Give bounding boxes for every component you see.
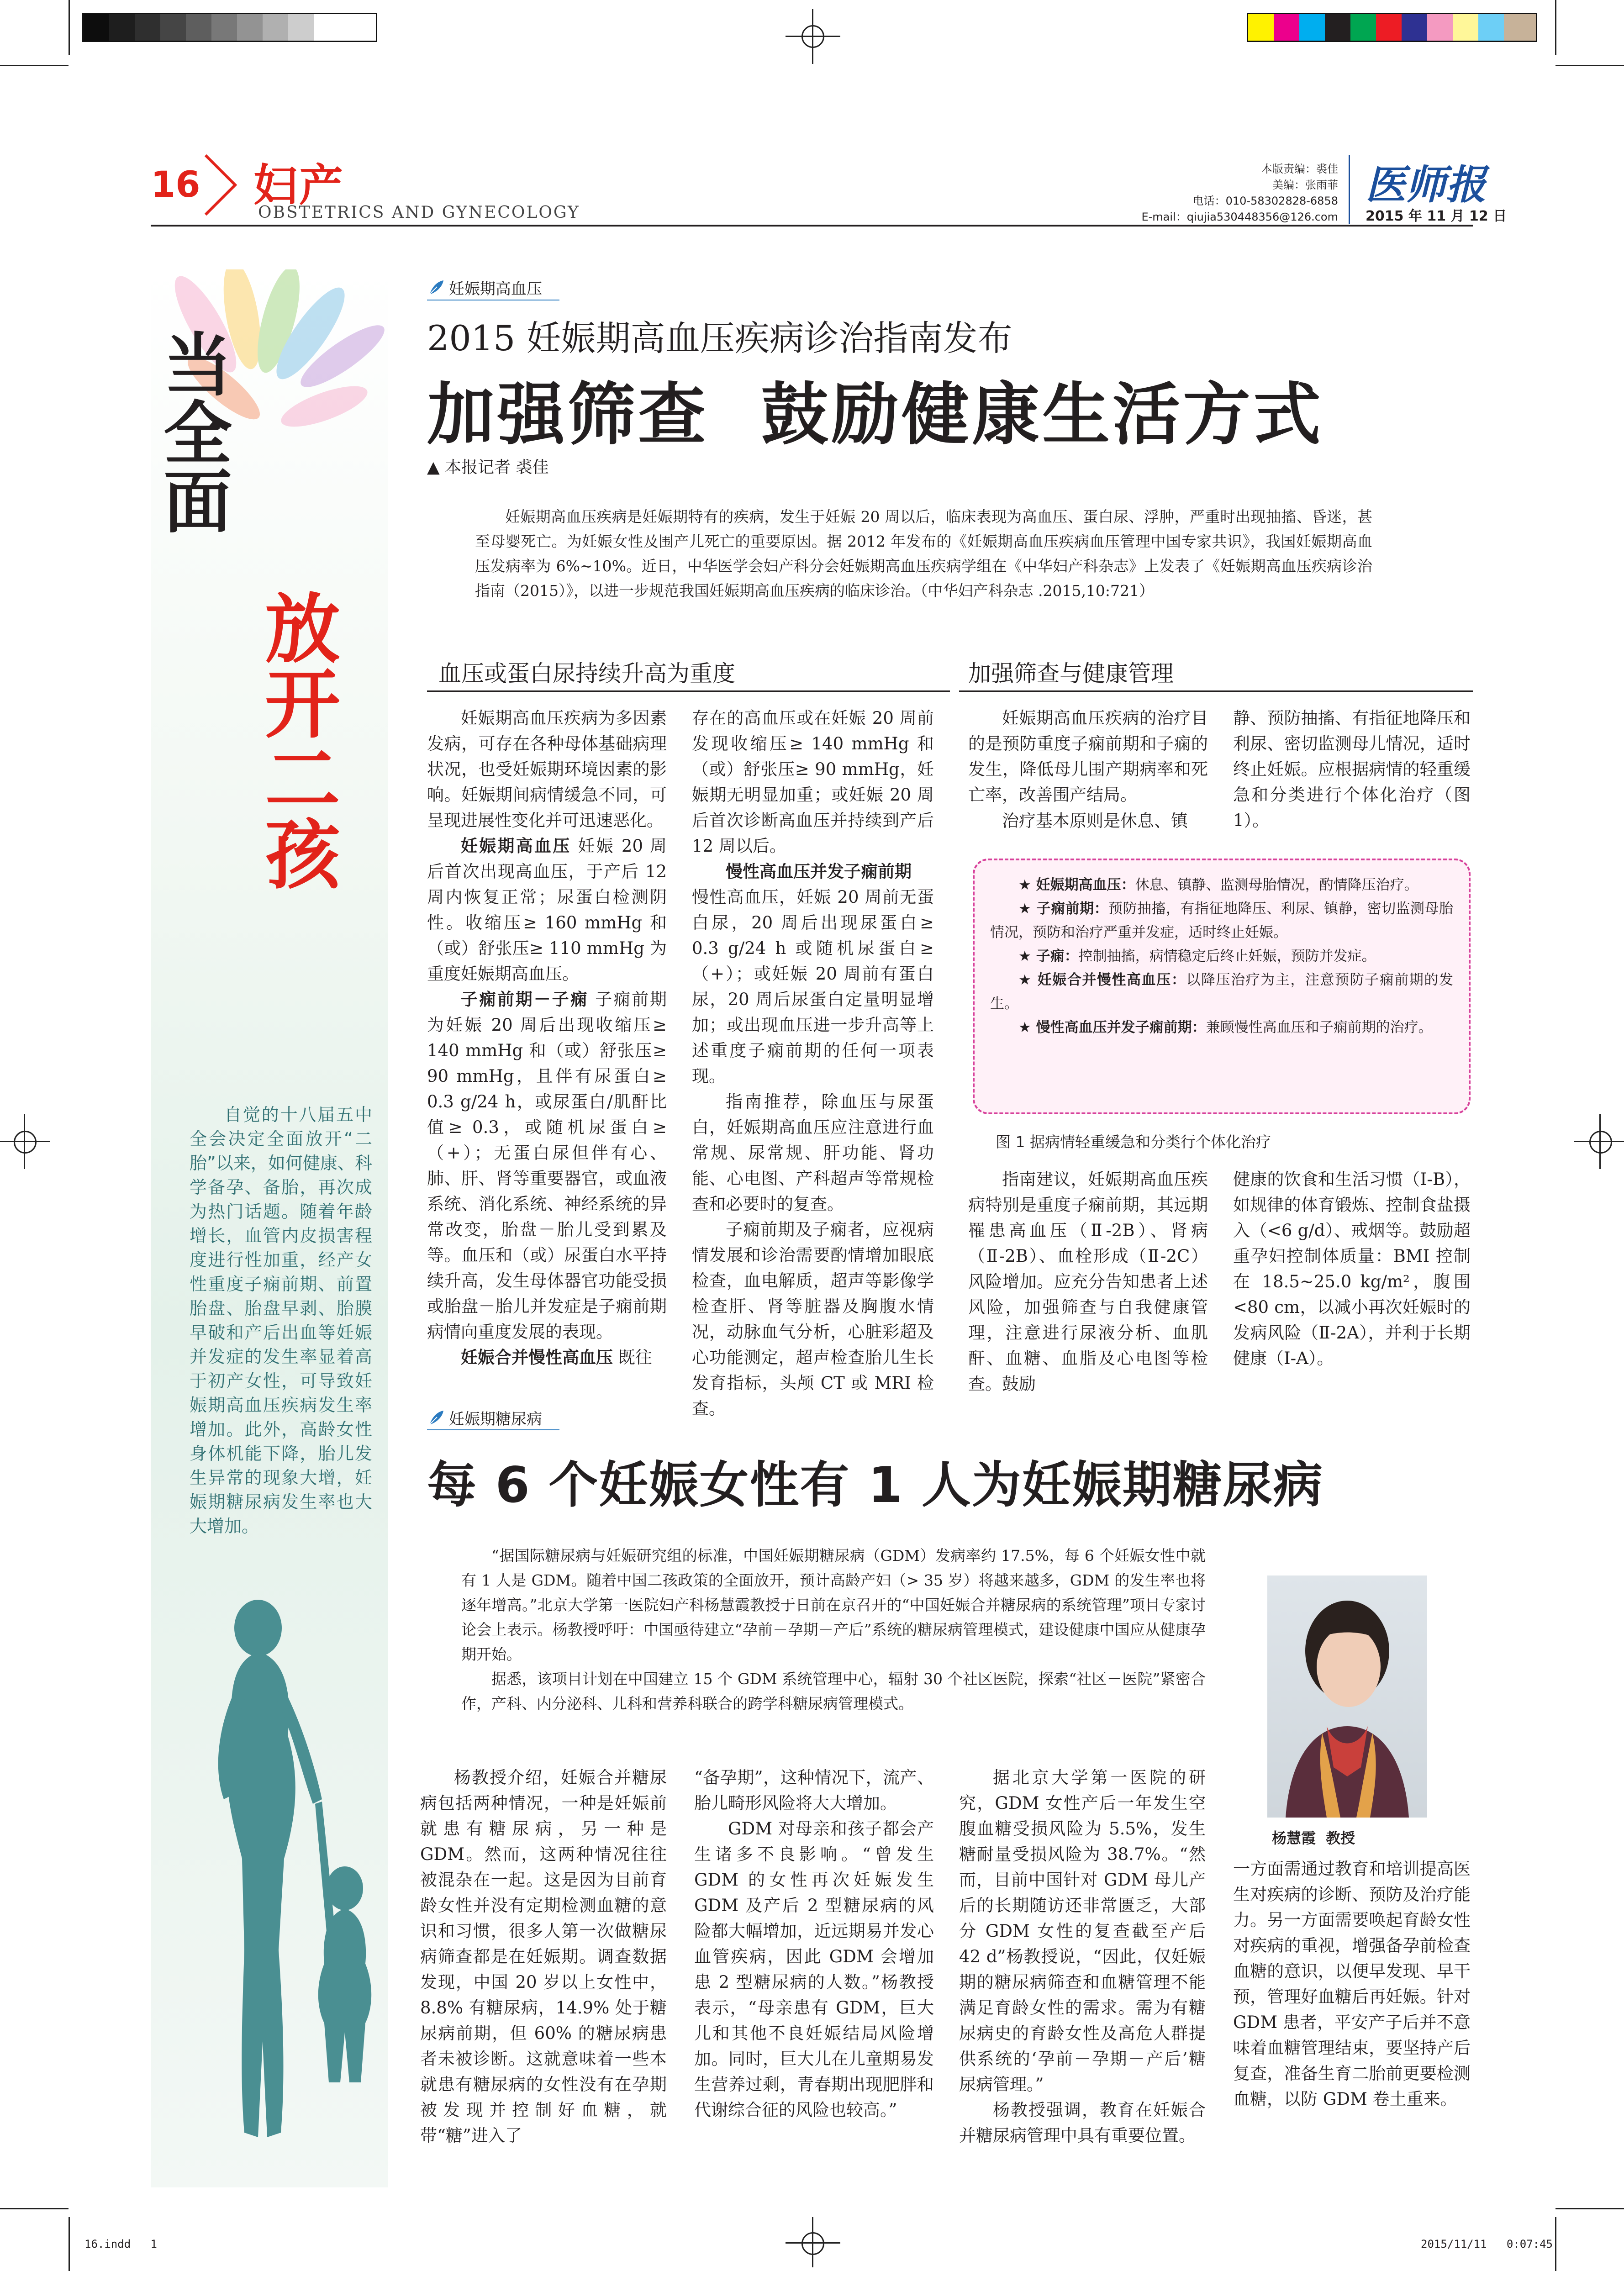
- article2-tag: [427, 1407, 542, 1429]
- mother-child-silhouette: [164, 1585, 393, 2192]
- crop-line: [1555, 2217, 1556, 2271]
- masthead-logo: 医师报: [1366, 161, 1487, 208]
- chevron-right-icon: [201, 153, 242, 217]
- treatment-item: [990, 968, 1453, 1016]
- treatment-item-text: 以降压治疗为主，注意预防子痫前期的发生。: [990, 972, 1453, 1012]
- paragraph: GDM 对母亲和孩子都会产生诸多不良影响。“曾发生 GDM 的女性再次妊娠发生 GDM 及产后 2 型糖尿病的风险都大幅增加，近远期易并发心血管疾病，因此 GDM 会增加患 2 型糖尿病的人数。”杨教授表示，“母亲患有 GDM，巨大儿和其他不良妊娠结局风险增加。同时，巨大儿在儿童期易发生营养过剩，青春期出现肥胖和代谢综合征的风险也较高。”: [694, 1819, 934, 2120]
- subheading: 妊娠期高血压: [461, 836, 571, 856]
- crop-line: [1555, 0, 1556, 55]
- article2-headline: 每 6 个妊娠女性有 1 人为妊娠期糖尿病: [427, 1457, 1323, 1514]
- article2-intro: “据国际糖尿病与妊娠研究组的标准，中国妊娠期糖尿病（GDM）发病率约 17.5%，每 6 个妊娠女性中就有 1 人是 GDM。随着中国二孩政策的全面放开，预计高龄产妇（> 35 岁）将越来越多，GDM 的发生率也将逐年增高。”北京大学第一医院妇产科杨慧霞教授于日前在京召开的“中国妊娠合并糖尿病的系统管理”项目专家讨论会上表示。杨教授呼吁：中国亟待建立“孕前－孕期－产后”系统的糖尿病管理模式，建设健康中国应从健康孕期开始。: [461, 1547, 1206, 1663]
- feather-icon: [427, 279, 445, 297]
- color-bar: [1247, 13, 1537, 42]
- paragraph: 健康的饮食和生活习惯（Ⅰ-B），如规律的体育锻炼、控制食盐摄入（<6 g/d）、戒烟等。鼓励超重孕妇控制体质量：BMI 控制在 18.5~25.0 kg/m²，腹围 <80 cm，以减小再次妊娠时的发病风险（Ⅱ-2A），并利于长期健康（Ⅰ-A）。: [1233, 1170, 1471, 1368]
- paragraph: 一方面需通过教育和培训提高医生对疾病的诊断、预防及治疗能力。另一方面需要唤起育龄女性对疾病的重视，增强备孕前检查血糖的意识，以便早发现、早干预，管理好血糖后再妊娠。针对 GDM 患者，平安产子后并不意味着血糖管理结束，要坚持产后复查，准备生育二胎前更要检测血糖，以防 GDM 卷土重来。: [1233, 1859, 1471, 2109]
- paragraph: 子痫前期－子痫 子痫前期为妊娠 20 周后出现收缩压≥ 140 mmHg 和（或）舒张压≥ 90 mmHg，且伴有尿蛋白≥ 0.3 g/24 h，或尿蛋白/肌酐比值≥ 0.3，或随机尿蛋白≥（+）；无蛋白尿但伴有心、肺、肝、肾等重要器官，或血液系统、消化系统、神经系统的异常改变，胎盘－胎儿受到累及等。血压和（或）尿蛋白水平持续升高，发生母体器官功能受损或胎盘－胎儿并发症是子痫前期病情向重度发展的表现。: [427, 990, 667, 1342]
- footer-file: 16.indd 1: [84, 2238, 157, 2250]
- phone-number: 电话：010-58302828-6858: [1192, 195, 1338, 207]
- paragraph: 妊娠期高血压疾病的治疗目的是预防重度子痫前期和子痫的发生，降低母儿围产期病率和死亡率，改善围产结局。: [968, 708, 1208, 805]
- registration-mark: [1574, 1114, 1624, 1169]
- subheading: 慢性高血压并发子痫前期: [726, 862, 912, 881]
- section-title: 妇产: [253, 160, 345, 211]
- crop-line: [0, 65, 69, 66]
- paragraph: 妊娠合并慢性高血压 既往: [461, 1348, 652, 1367]
- designer-credit: 美编：张雨菲: [1272, 179, 1338, 191]
- treatment-item-text: 控制抽搐，病情稳定后终止妊娠，预防并发症。: [1078, 948, 1376, 964]
- paragraph: 妊娠期高血压 妊娠 20 周后首次出现高血压，于产后 12 周内恢复正常；尿蛋白检测阴性。收缩压≥ 160 mmHg 和（或）舒张压≥ 110 mmHg 为重度妊娠期高血压。: [427, 836, 667, 984]
- article2-column2: [694, 1765, 934, 2123]
- crop-line: [0, 2208, 69, 2209]
- article1-section1-title: 血压或蛋白尿持续升高为重度: [438, 660, 735, 687]
- sidebar-paragraph: 自觉的十八届五中全会决定全面放开“二胎”以来，如何健康、科学备孕、备胎，再次成为热门话题。随着年龄增长，血管内皮损害程度进行性加重，经产女性重度子痫前期、前置胎盘、胎盘早剥、胎膜早破和产后出血等妊娠并发症的发生率显着高于初产女性，可导致妊娠期高血压疾病发生率增加。此外，高龄女性身体机能下降，胎儿发生异常的现象大增，妊娠期糖尿病发生率也大大增加。: [190, 1105, 372, 1536]
- treatment-list: [990, 873, 1453, 1039]
- paragraph: 妊娠期高血压疾病为多因素发病，可存在各种母体基础病理状况，也受妊娠期环境因素的影响。妊娠期间病情缓急不同，可呈现进展性变化并可迅速恶化。: [427, 708, 667, 830]
- paragraph: [692, 859, 934, 885]
- treatment-item-label: ★ 妊娠期高血压：: [1018, 877, 1135, 893]
- grayscale-bar: [82, 13, 377, 42]
- treatment-item: [990, 1016, 1453, 1039]
- article1-byline: ▲ 本报记者 裘佳: [427, 458, 549, 477]
- article1-column2: [692, 706, 934, 1422]
- sidebar-slogan-line2: 放开二孩: [253, 589, 341, 890]
- treatment-box: [973, 859, 1471, 1114]
- treatment-item-text: 预防抽搐，有指征地降压、利尿、镇静，密切监测母胎情况，预防和治疗严重并发症，适时终止妊娠。: [990, 901, 1453, 941]
- treatment-item-text: 兼顾慢性高血压和子痫前期的治疗。: [1206, 1019, 1433, 1036]
- crop-line: [69, 0, 70, 55]
- paragraph: 指南建议，妊娠期高血压疾病特别是重度子痫前期，其远期罹患高血压（Ⅱ-2B）、肾病（Ⅱ-2B）、血栓形成（Ⅱ-2C）风险增加。应充分告知患者上述风险，加强筛查与自我健康管理，注意进行尿液分析、血肌酐、血糖、血脂及心电图等检查。鼓励: [968, 1170, 1208, 1394]
- section-subtitle: OBSTETRICS AND GYNECOLOGY: [258, 203, 580, 222]
- issue-date: 2015 年 11 月 12 日: [1366, 208, 1507, 224]
- header-rule: [151, 225, 1473, 227]
- page-number: 16: [151, 164, 200, 205]
- article2-intro: 据悉，该项目计划在中国建立 15 个 GDM 系统管理中心，辐射 30 个社区医院，探索“社区－医院”紧密合作，产科、内分泌科、儿科和营养科联合的跨学科糖尿病管理模式。: [461, 1670, 1206, 1712]
- subheading: 妊娠合并慢性高血压: [461, 1348, 613, 1367]
- treatment-item-label: ★ 子痫：: [1018, 948, 1079, 964]
- figure-caption: 图 1 据病情轻重缓急和分类行个体化治疗: [996, 1133, 1271, 1151]
- paragraph: 静、预防抽搐、有指征地降压和利尿、密切监测母儿情况，适时终止妊娠。应根据病情的轻重缓急和分类进行个体化治疗（图 1）。: [1233, 708, 1471, 830]
- article2-tag-label: 妊娠期糖尿病: [449, 1410, 542, 1428]
- person-icon: [1267, 1575, 1427, 1818]
- paragraph: 存在的高血压或在妊娠 20 周前发现收缩压≥ 140 mmHg 和（或）舒张压≥ 90 mmHg，妊娠期无明显加重；或妊娠 20 周后首次诊断高血压并持续到产后 12 周以后。: [692, 708, 934, 856]
- article1-intro: 妊娠期高血压疾病是妊娠期特有的疾病，发生于妊娠 20 周以后，临床表现为高血压、蛋白尿、浮肿，严重时出现抽搐、昏迷，甚至母婴死亡。为妊娠女性及围产儿死亡的重要原因。据 2012 年发布的《妊娠期高血压疾病血压管理中国专家共识》，我国妊娠期高血压发病率为 6%~10%。近日，中华医学会妇产科分会妊娠期高血压疾病学组在《中华妇产科杂志》上发表了《妊娠期高血压疾病诊治指南（2015）》，以进一步规范我国妊娠期高血压疾病的临床诊治。（中华妇产科杂志 .2015,10:721）: [475, 508, 1372, 600]
- article1-kicker: 2015 妊娠期高血压疾病诊治指南发布: [427, 318, 1012, 358]
- treatment-item-label: ★ 慢性高血压并发子痫前期：: [1018, 1019, 1206, 1036]
- paragraph: 杨教授强调，教育在妊娠合并糖尿病管理中具有重要位置。: [959, 2100, 1206, 2145]
- sidebar-slogan-line1: 当全面: [152, 329, 232, 534]
- paragraph: 治疗基本原则是休息、镇: [1002, 811, 1188, 831]
- article2-column3: [959, 1765, 1206, 2149]
- footer-timestamp: 2015/11/11 0:07:45: [1421, 2238, 1553, 2250]
- treatment-item-text: 休息、镇静、监测母胎情况，酌情降压治疗。: [1135, 877, 1418, 893]
- registration-mark: [786, 2217, 840, 2267]
- article1-tag: [427, 276, 542, 299]
- article1-column1: [427, 706, 667, 1370]
- email-address[interactable]: E-mail：qiujia530448356@126.com: [1141, 211, 1338, 223]
- article1-tag-label: 妊娠期高血压: [449, 280, 542, 298]
- tag-underline: [427, 1429, 559, 1430]
- photo-caption: 杨慧霞 教授: [1272, 1829, 1355, 1847]
- crop-line: [1555, 65, 1624, 66]
- editor-credit: 本版责编：裘佳: [1261, 163, 1338, 175]
- paragraph: 指南推荐，除血压与尿蛋白，妊娠期高血压应注意进行血常规、尿常规、肝功能、肾功能、心电图、产科超声等常规检查和必要时的复查。: [692, 1092, 934, 1214]
- paragraph: 杨教授介绍，妊娠合并糖尿病包括两种情况，一种是妊娠前就患有糖尿病，另一种是 GDM。然而，这两种情况往往被混杂在一起。这是因为目前育龄女性并没有定期检测血糖的意识和习惯，很多人第一次做糖尿病筛查都是在妊娠期。调查数据发现，中国 20 岁以上女性中，8.8% 有糖尿病，14.9% 处于糖尿病前期，但 60% 的糖尿病患者未被诊断。这就意味着一些本就患有糖尿病的女性没有在孕期被发现并控制好血糖，就带“糖”进入了: [420, 1768, 667, 2145]
- treatment-item: [990, 944, 1453, 968]
- article1-headline: 加强筛查 鼓励健康生活方式: [427, 375, 1324, 454]
- paragraph: 慢性高血压，妊娠 20 周前无蛋白尿，20 周后出现尿蛋白≥ 0.3 g/24 h 或随机尿蛋白≥（+）；或妊娠 20 周前有蛋白尿，20 周后尿蛋白定量明显增加；或出现血压进一步升高等上述重度子痫前期的任何一项表现。: [692, 887, 934, 1086]
- section-rule: [427, 690, 950, 692]
- treatment-item: [990, 873, 1453, 897]
- article1-section2-title: 加强筛查与健康管理: [968, 660, 1174, 687]
- crop-line: [1555, 2208, 1624, 2209]
- treatment-item-label: ★ 子痫前期：: [1018, 901, 1108, 917]
- paragraph: 据北京大学第一医院的研究，GDM 女性产后一年发生空腹血糖受损风险为 5.5%，发生糖耐量受损风险为 38.7%。“然而，目前中国针对 GDM 母儿产后的长期随访还非常匮乏，大部分 GDM 女性的复查截至产后 42 d”杨教授说，“因此，仅妊娠期的糖尿病筛查和血糖管理不能满足育龄女性的需求。需为有糖尿病史的育龄女性及高危人群提供系统的‘孕前－孕期－产后’糖尿病管理。”: [959, 1768, 1206, 2094]
- treatment-item: [990, 897, 1453, 944]
- paragraph: 子痫前期及子痫者，应视病情发展和诊治需要酌情增加眼底检查，血电解质，超声等影像学检查肝、肾等脏器及胸腹水情况，动脉血气分析，心脏彩超及心功能测定，超声检查胎儿生长发育指标，头颅 CT 或 MRI 检查。: [692, 1220, 934, 1418]
- subheading: 子痫前期－子痫: [461, 990, 589, 1009]
- feather-icon: [427, 1409, 445, 1427]
- paragraph: “备孕期”，这种情况下，流产、胎儿畸形风险将大大增加。: [694, 1768, 934, 1813]
- treatment-item-label: ★ 妊娠合并慢性高血压：: [1018, 972, 1186, 988]
- registration-mark: [0, 1114, 50, 1169]
- crop-line: [69, 2217, 70, 2271]
- masthead-divider: [1349, 155, 1350, 224]
- section-rule: [959, 690, 1473, 692]
- registration-mark: [786, 9, 840, 64]
- portrait-photo: [1267, 1575, 1427, 1818]
